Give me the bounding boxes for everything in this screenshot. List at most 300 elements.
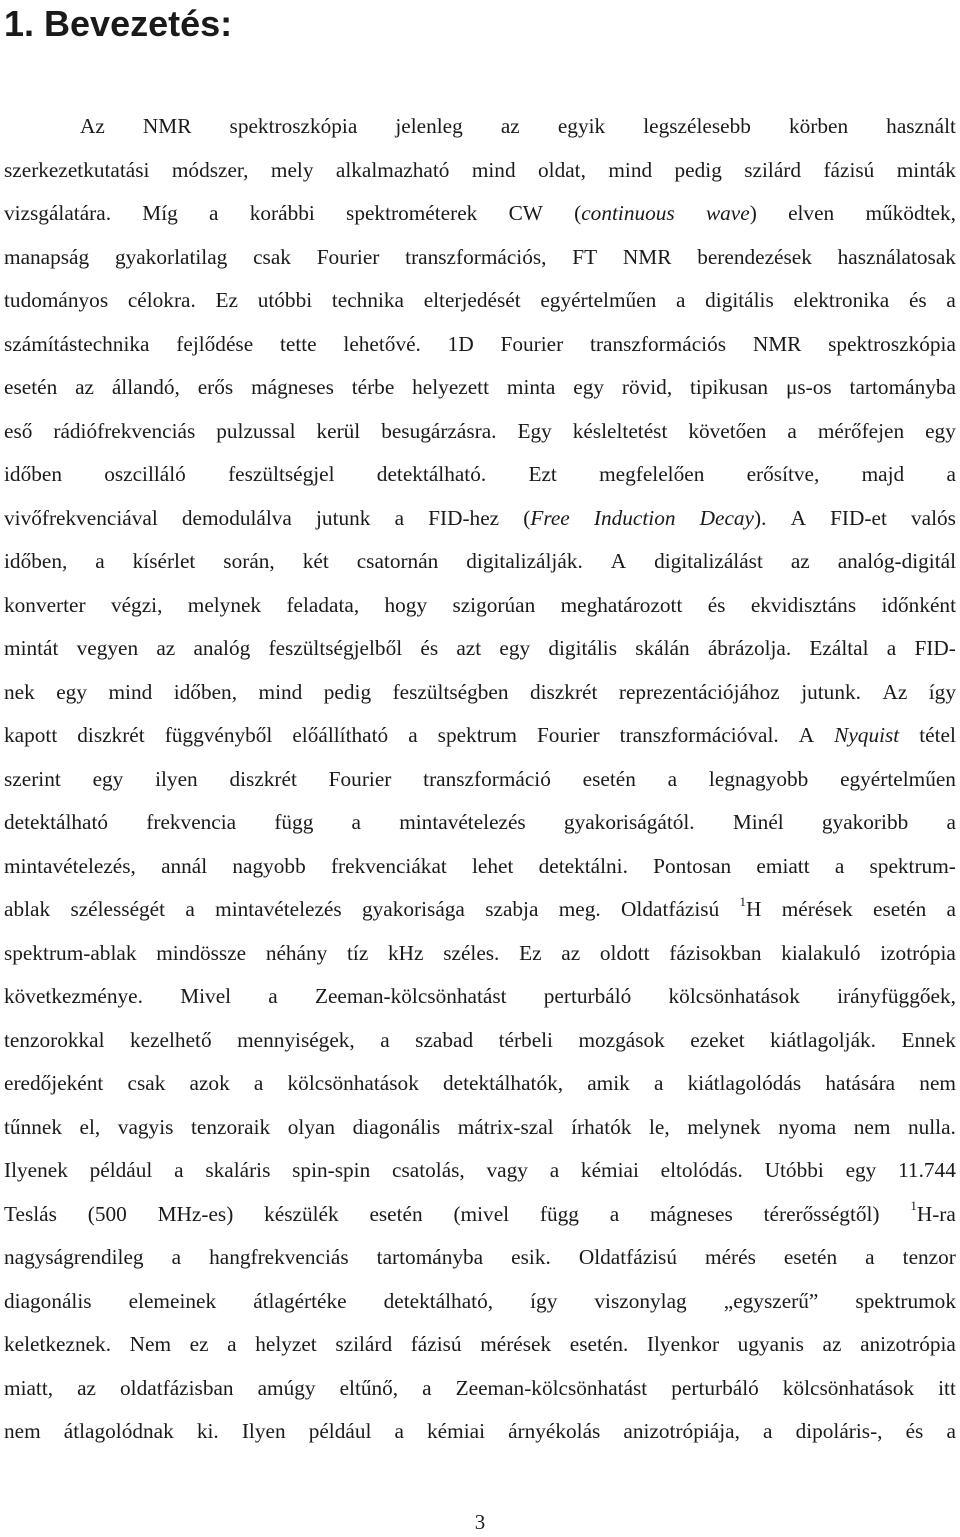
word: és [707, 592, 726, 617]
word: erősítve, [746, 462, 820, 486]
word: mintavételezés [399, 810, 526, 834]
word: Ennek [901, 1027, 956, 1052]
word: eredőjeként [4, 1071, 104, 1095]
word: szerkezetkutatási [4, 157, 150, 182]
word: előállítható [292, 723, 389, 747]
word: csak [253, 244, 291, 269]
word: vivőfrekvenciával [4, 505, 158, 530]
word: ki. [196, 1419, 219, 1443]
word: a [422, 1375, 432, 1400]
word: diszkrét [77, 723, 145, 747]
word: fázisokban [669, 940, 762, 965]
word: a [95, 549, 105, 573]
word: dipoláris-, [795, 1419, 883, 1443]
word: detektálható [4, 810, 109, 834]
word: pulzussal [216, 418, 296, 443]
text-line [4, 279, 956, 323]
text-line [4, 801, 956, 845]
word: Nyquist [834, 723, 900, 747]
word: kialakuló [781, 940, 861, 965]
text-line [4, 845, 956, 889]
word: a [227, 1332, 237, 1356]
text-line [4, 627, 956, 671]
word: jelenleg [395, 114, 463, 138]
word: feszültségben [392, 679, 509, 704]
word: Minél [732, 810, 784, 834]
word: a [946, 288, 956, 312]
word: Az [80, 114, 105, 138]
word: csatolás, [392, 1158, 465, 1182]
word: a [171, 1245, 182, 1269]
word: detektálhatók, [443, 1071, 564, 1095]
word: egy [499, 636, 531, 660]
word: amik [587, 1071, 630, 1095]
word: digitalizálást [654, 549, 763, 573]
word: FID-hez [428, 505, 500, 530]
word: Ez [519, 940, 542, 965]
word: Ezáltal [809, 636, 869, 660]
word: kiátlagolják. [770, 1027, 877, 1052]
word: kísérlet [132, 549, 196, 573]
word: a [174, 1158, 184, 1182]
text-line [4, 1062, 956, 1106]
word: az [561, 940, 581, 965]
word: csak [127, 1071, 166, 1095]
word: detektálható. [376, 462, 487, 486]
word: A [610, 549, 627, 573]
word: esetén [369, 1201, 423, 1226]
word: pedig [323, 679, 372, 704]
word: kölcsönhatások [668, 984, 800, 1008]
word: spin-spin [292, 1158, 371, 1182]
word: mintát [4, 636, 59, 660]
word: spektroszkópia [229, 114, 358, 138]
word: azok [189, 1071, 230, 1095]
word: annál [161, 853, 208, 878]
word: tenzorokkal [4, 1027, 105, 1052]
word: olyan [287, 1114, 336, 1139]
word: skálán [635, 636, 690, 660]
word: szerint [4, 766, 61, 791]
word: célokra. [127, 288, 196, 312]
word: fázisú [823, 157, 875, 182]
word: viszonylag [594, 1288, 687, 1313]
word: feladata, [286, 592, 360, 617]
word: Ilyenkor [646, 1332, 720, 1356]
word: például [89, 1158, 153, 1182]
word: izotrópia [880, 940, 956, 965]
word: feszültségjelből [268, 636, 403, 660]
word: kémiai [427, 1419, 485, 1443]
word: egy [925, 418, 956, 443]
word: rádiófrekvenciás [53, 418, 196, 443]
text-line [4, 1236, 956, 1280]
word: az [822, 1332, 842, 1356]
word: detektálható, [383, 1288, 494, 1313]
word: megfelelően [599, 462, 705, 486]
word: a [667, 766, 678, 791]
text-line [4, 149, 956, 193]
word: valós [910, 505, 956, 530]
word: mérőfejen [817, 418, 905, 443]
word: módszer, [171, 157, 249, 182]
word: NMR [752, 331, 802, 356]
word: legszélesebb [643, 114, 751, 138]
word: frekvencia [146, 810, 237, 834]
word: diagonális [4, 1288, 92, 1313]
word: technika [331, 288, 404, 312]
word: a [351, 810, 361, 834]
word: minták [896, 157, 956, 182]
word: átlagolódnak [63, 1419, 174, 1443]
word: késleltetést [572, 418, 668, 443]
word: mérés [705, 1245, 756, 1269]
word: tartományba [376, 1245, 484, 1269]
word: a [549, 1158, 560, 1182]
word: kezelhető [130, 1027, 212, 1052]
word: perturbáló [543, 984, 632, 1008]
word: (Free [523, 505, 570, 530]
word: FT [572, 244, 598, 269]
word: berendezések [697, 244, 812, 269]
word: a [380, 1027, 390, 1052]
word: anizotrópia [860, 1332, 956, 1356]
word: transzformációs [590, 331, 727, 356]
word: legnagyobb [708, 766, 809, 791]
word: árnyékolás [508, 1419, 601, 1443]
word: jutunk [316, 505, 371, 530]
word: mérések [781, 897, 853, 921]
word: nyoma [778, 1114, 837, 1139]
word: digitális [705, 288, 774, 312]
word: tenzoraik [190, 1114, 271, 1139]
word: oldatfázisban [120, 1375, 234, 1400]
word: mely [270, 157, 314, 182]
word: például [308, 1419, 372, 1443]
word: kölcsönhatások [782, 1375, 915, 1400]
word: digitális [548, 636, 617, 660]
word: majd [861, 462, 905, 486]
word: számítástechnika [4, 331, 150, 356]
word: térbeli [498, 1027, 553, 1052]
word: demodulálva [181, 505, 292, 530]
word: így [530, 1288, 558, 1313]
word: így [928, 679, 956, 704]
word: detektálni. [538, 853, 628, 878]
word: egyértelműen [540, 288, 657, 312]
word: a [609, 1201, 620, 1226]
word: egyik [557, 114, 606, 138]
word: szélességét [70, 897, 166, 921]
word: utóbbi [257, 288, 313, 312]
word: A [790, 505, 806, 530]
word: emiatt [756, 853, 810, 878]
word: tenzor [902, 1245, 956, 1269]
word: gyakoribb [821, 810, 909, 834]
word: mintavételezés, [4, 853, 136, 878]
text-line [4, 1280, 956, 1324]
word: diszkrét [229, 766, 297, 791]
word: és [908, 288, 927, 312]
text-line [4, 671, 956, 715]
word: spektrométerek [346, 201, 478, 225]
text-line [4, 497, 956, 541]
text-line [4, 975, 956, 1019]
word: oszcilláló [104, 462, 186, 486]
section-heading: 1. Bevezetés: [4, 3, 233, 44]
word: vagy [486, 1158, 528, 1182]
word: spektroszkópia [828, 331, 956, 356]
word: NMR [622, 244, 672, 269]
word: mind [471, 157, 516, 182]
word: wave) [705, 201, 757, 225]
word: ablak [4, 897, 51, 921]
word: a [946, 897, 956, 921]
word: írhatók [571, 1114, 632, 1139]
word: és [420, 636, 439, 660]
word: transzformációval. [619, 723, 779, 747]
word: miatt, [4, 1375, 54, 1400]
word: FID-et [830, 505, 887, 530]
text-line [4, 1323, 956, 1367]
word: Ezt [528, 462, 557, 486]
text-line [4, 323, 956, 367]
word: a [787, 418, 797, 443]
word: oldat, [538, 157, 586, 182]
word: térbe [351, 375, 395, 399]
word: eltűnő, [339, 1375, 399, 1400]
word: spektrumok [855, 1288, 956, 1313]
word: gyakorisága [361, 897, 465, 921]
word: FID- [914, 636, 956, 660]
word: használt [886, 114, 956, 138]
word: az [790, 549, 810, 573]
word: MHz-es) [157, 1201, 234, 1226]
word: rövid, [621, 375, 673, 399]
word: skaláris [205, 1158, 271, 1182]
word: pedig [674, 157, 722, 182]
word: hangfrekvenciás [209, 1245, 349, 1269]
word: szabad [415, 1027, 474, 1052]
word: (500 [87, 1201, 127, 1226]
word: a [946, 462, 956, 486]
word: fejlődése [176, 331, 254, 356]
word: elterjedését [423, 288, 521, 312]
word: esetén [783, 1245, 838, 1269]
word: eltolódás. [660, 1158, 743, 1182]
word: Fourier [316, 244, 380, 269]
word: csatornán [356, 549, 439, 573]
word: meghatározott [560, 592, 683, 617]
word: kapott [4, 723, 58, 747]
word: helyezett [412, 375, 490, 399]
word: digitalizálják. [466, 549, 583, 573]
text-line [4, 888, 956, 932]
word: egyértelműen [840, 766, 956, 791]
word: során, [223, 549, 275, 573]
word: feszültségjel [228, 462, 335, 486]
word: (mivel [453, 1201, 510, 1226]
word: mindössze [156, 940, 247, 965]
word: függvényből [164, 723, 273, 747]
word: le, [649, 1114, 670, 1139]
word: diszkrét [529, 679, 598, 704]
text-line [4, 105, 956, 149]
word: mozgások [578, 1027, 665, 1052]
word: Utóbbi [764, 1158, 824, 1182]
word: ez [189, 1332, 209, 1356]
word: egy [573, 375, 604, 399]
word: szabja [485, 897, 539, 921]
word: Teslás [4, 1201, 57, 1226]
word: kölcsönhatások [287, 1071, 419, 1095]
word: az [500, 114, 520, 138]
word: nulla. [907, 1114, 956, 1139]
word: A [798, 723, 815, 747]
word: Zeeman-kölcsönhatást [455, 1375, 648, 1400]
word: a [408, 723, 418, 747]
word: ábrázolja. [707, 636, 792, 660]
word: Míg [142, 201, 178, 225]
word: a [886, 636, 897, 660]
word: az [156, 636, 176, 660]
word: a [253, 1071, 264, 1095]
word: vizsgálatára. [4, 201, 112, 225]
word: két [302, 549, 329, 573]
word: a [946, 810, 956, 834]
word: Induction [593, 505, 676, 530]
word: nagyságrendileg [4, 1245, 144, 1269]
word: gyakoriságától. [563, 810, 695, 834]
word: erős [197, 375, 234, 399]
word: időben, [173, 679, 238, 704]
word: lehetővé. [343, 331, 421, 356]
word: Zeeman-kölcsönhatást [314, 984, 507, 1008]
word: esetén [4, 375, 58, 399]
word: mágneses [650, 1201, 733, 1226]
word: mind [258, 679, 303, 704]
word: Oldatfázisú [578, 1245, 677, 1269]
word: Nem [129, 1332, 172, 1356]
word: korábbi [249, 201, 315, 225]
word: végzi, [110, 592, 163, 617]
word: széles. [443, 940, 500, 965]
word: időben, [4, 549, 68, 573]
word: az [75, 375, 94, 399]
word: követően [688, 418, 767, 443]
text-line [4, 1410, 956, 1454]
word: „egyszerű” [723, 1288, 819, 1313]
text-line [4, 1149, 956, 1193]
word: eső [4, 418, 33, 443]
word: diagonális [352, 1114, 441, 1139]
word: vegyen [76, 636, 139, 660]
text-line [4, 758, 956, 802]
body-paragraph [4, 105, 956, 1454]
word: CW [508, 201, 543, 225]
word: tette [279, 331, 317, 356]
word: nek [4, 679, 35, 704]
word: Pontosan [653, 853, 732, 878]
word: NMR [142, 114, 192, 138]
word: gyakorlatilag [114, 244, 228, 269]
word: ezeket [690, 1027, 745, 1052]
word: időnként [881, 592, 956, 617]
text-line [4, 366, 956, 410]
word: Ez [215, 288, 238, 312]
word: ugyanis [737, 1332, 804, 1356]
word: nagyobb [232, 853, 306, 878]
word: (continuous [574, 201, 675, 225]
word: hatására [825, 1071, 896, 1095]
word: szilárd [335, 1332, 393, 1356]
text-line [4, 932, 956, 976]
word: kémiai [580, 1158, 639, 1182]
word: Fourier [536, 723, 600, 747]
text-line [4, 192, 956, 236]
word: oldott [599, 940, 650, 965]
word: működtek, [865, 201, 956, 225]
word: $^1$H [739, 893, 762, 921]
word: vagyis [117, 1114, 174, 1139]
word: átlagértéke [253, 1288, 347, 1313]
word: a [834, 853, 845, 878]
word: a [763, 1419, 773, 1443]
word: elven [788, 201, 835, 225]
word: mind [608, 157, 653, 182]
word: amúgy [257, 1375, 316, 1400]
word: nem [853, 1114, 891, 1139]
word: időben [4, 462, 62, 486]
word: következménye. [4, 984, 143, 1008]
word: körben [788, 114, 849, 138]
word: spektrum-ablak [4, 940, 137, 965]
word: elektronika [793, 288, 890, 312]
word: mind [108, 679, 153, 704]
word: azt [456, 636, 482, 660]
word: a [209, 201, 219, 225]
word: ilyen [155, 766, 198, 791]
text-line [4, 1193, 956, 1237]
word: a [185, 897, 195, 921]
word: hogy [384, 592, 428, 617]
word: mérések [480, 1332, 552, 1356]
text-line [4, 1106, 956, 1150]
word: irányfüggőek, [837, 984, 956, 1008]
word: Fourier [500, 331, 564, 356]
word: egy [92, 766, 124, 791]
word: transzformáció [423, 766, 551, 791]
word: állandó, [111, 375, 180, 399]
word: spektrum [437, 723, 517, 747]
word: a [654, 1071, 664, 1095]
word: melynek [187, 592, 262, 617]
word: Fourier [328, 766, 392, 791]
word: függ [539, 1201, 579, 1226]
word: tartományba [849, 375, 956, 399]
word: transzformációs, [405, 244, 547, 269]
word: analóg-digitál [837, 549, 956, 573]
text-line [4, 540, 956, 584]
word: Oldatfázisú [621, 897, 720, 921]
word: tűnnek [4, 1114, 62, 1139]
word: kiátlagolódás [687, 1071, 802, 1095]
word: fázisú [410, 1332, 462, 1356]
word: kHz [388, 940, 424, 965]
word: mátrix-szal [457, 1114, 554, 1139]
word: kerül [316, 418, 361, 443]
word: itt [938, 1375, 956, 1400]
